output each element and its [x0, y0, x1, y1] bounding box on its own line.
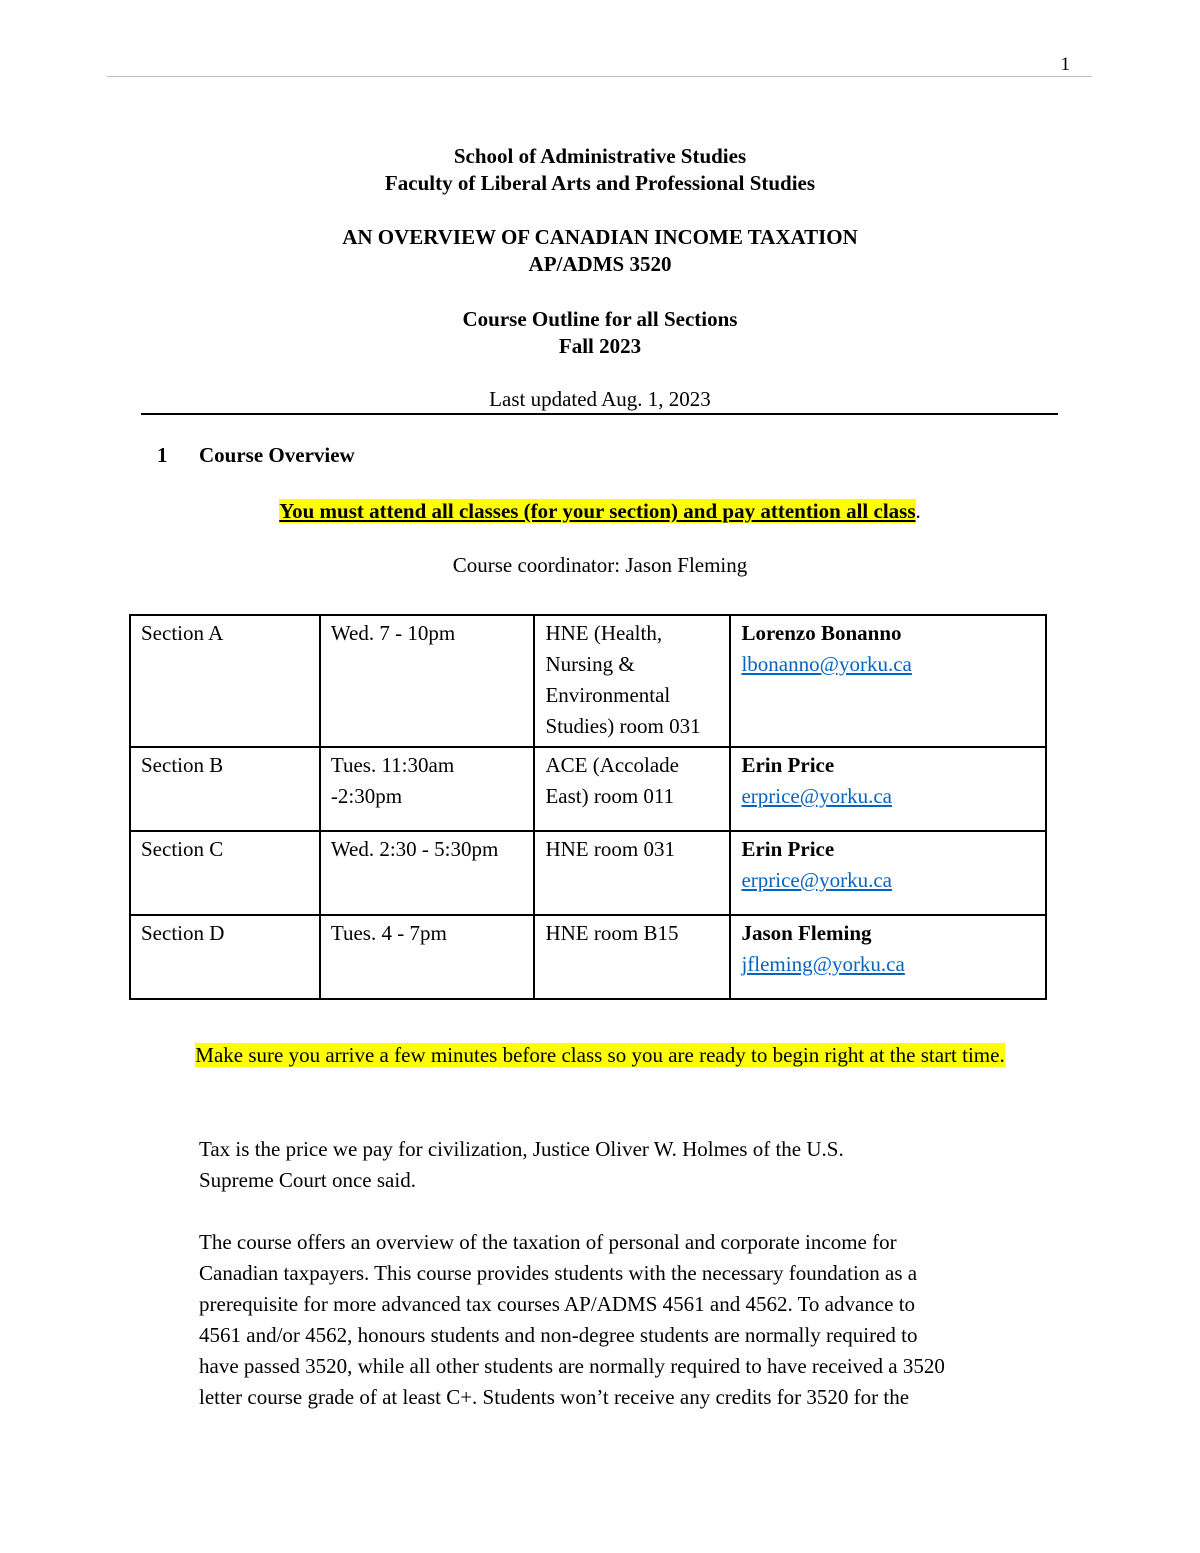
section-cell: Section C — [130, 831, 320, 915]
page-number: 1 — [1060, 54, 1070, 75]
instructor-name: Jason Fleming — [741, 921, 872, 945]
instructor-cell — [730, 915, 1046, 999]
school-title: School of Administrative Studies — [453, 144, 747, 168]
course-title-block — [0, 224, 1200, 278]
institution-block — [0, 143, 1200, 197]
last-updated: Last updated Aug. 1, 2023 — [489, 387, 711, 411]
instructor-email-link[interactable]: erprice@yorku.ca — [741, 784, 892, 808]
instructor-cell — [730, 615, 1046, 747]
course-name: AN OVERVIEW OF CANADIAN INCOME TAXATION — [342, 225, 858, 249]
section-cell: Section A — [130, 615, 320, 747]
section-cell: Section B — [130, 747, 320, 831]
paragraph-line: 4561 and/or 4562, honours students and non-degree students are normally required to — [199, 1323, 918, 1347]
paragraph-line: have passed 3520, while all other students are normally required to have received a 3520 — [199, 1354, 945, 1378]
attendance-notice-period: . — [915, 499, 921, 523]
paragraph-line: letter course grade of at least C+. Students won’t receive any credits for 3520 for the — [199, 1385, 910, 1409]
room-cell: ACE (Accolade East) room 011 — [534, 747, 730, 831]
sections-table — [129, 614, 1047, 1000]
instructor-cell — [730, 831, 1046, 915]
instructor-email-link[interactable]: lbonanno@yorku.ca — [741, 652, 912, 676]
section-heading-text: Course Overview — [199, 443, 355, 467]
paragraph-line: Supreme Court once said. — [199, 1168, 416, 1192]
instructor-email-link[interactable]: erprice@yorku.ca — [741, 868, 892, 892]
outline-title: Course Outline for all Sections — [462, 307, 738, 331]
time-cell: Tues. 4 - 7pm — [320, 915, 535, 999]
instructor-email-link[interactable]: jfleming@yorku.ca — [741, 952, 905, 976]
time-cell: Wed. 7 - 10pm — [320, 615, 535, 747]
arrival-notice-text: Make sure you arrive a few minutes before class so you are ready to begin right at the start time. — [195, 1043, 1005, 1067]
course-code: AP/ADMS 3520 — [528, 252, 672, 276]
room-cell: HNE (Health, Nursing & Environmental Studies) room 031 — [534, 615, 730, 747]
table-row — [130, 831, 1046, 915]
instructor-cell — [730, 747, 1046, 831]
paragraph-line: The course offers an overview of the taxation of personal and corporate income for — [199, 1230, 897, 1254]
arrival-notice — [0, 1042, 1200, 1069]
section-number: 1 — [157, 443, 168, 467]
section-heading — [157, 442, 355, 469]
time-cell: Wed. 2:30 - 5:30pm — [320, 831, 535, 915]
table-row — [130, 747, 1046, 831]
section-cell: Section D — [130, 915, 320, 999]
paragraph-line: Tax is the price we pay for civilization, Justice Oliver W. Holmes of the U.S. — [199, 1137, 844, 1161]
title-rule — [141, 413, 1058, 415]
outline-title-block — [0, 306, 1200, 360]
room-cell: HNE room 031 — [534, 831, 730, 915]
term-title: Fall 2023 — [558, 334, 642, 358]
attendance-notice-text: You must attend all classes (for your section) and pay attention all class — [279, 499, 916, 523]
paragraph-line: Canadian taxpayers. This course provides students with the necessary foundation as a — [199, 1261, 918, 1285]
attendance-notice — [0, 498, 1200, 525]
time-cell: Tues. 11:30am -2:30pm — [320, 747, 535, 831]
overview-paragraph — [199, 1227, 1059, 1413]
room-cell: HNE room B15 — [534, 915, 730, 999]
course-coordinator: Course coordinator: Jason Fleming — [452, 553, 748, 577]
header-rule — [107, 76, 1092, 77]
faculty-title: Faculty of Liberal Arts and Professional Studies — [384, 171, 816, 195]
quote-paragraph — [199, 1134, 1059, 1196]
paragraph-line: prerequisite for more advanced tax courses AP/ADMS 4561 and 4562. To advance to — [199, 1292, 916, 1316]
table-row — [130, 615, 1046, 747]
instructor-name: Erin Price — [741, 753, 835, 777]
table-row — [130, 915, 1046, 999]
instructor-name: Lorenzo Bonanno — [741, 621, 902, 645]
instructor-name: Erin Price — [741, 837, 835, 861]
